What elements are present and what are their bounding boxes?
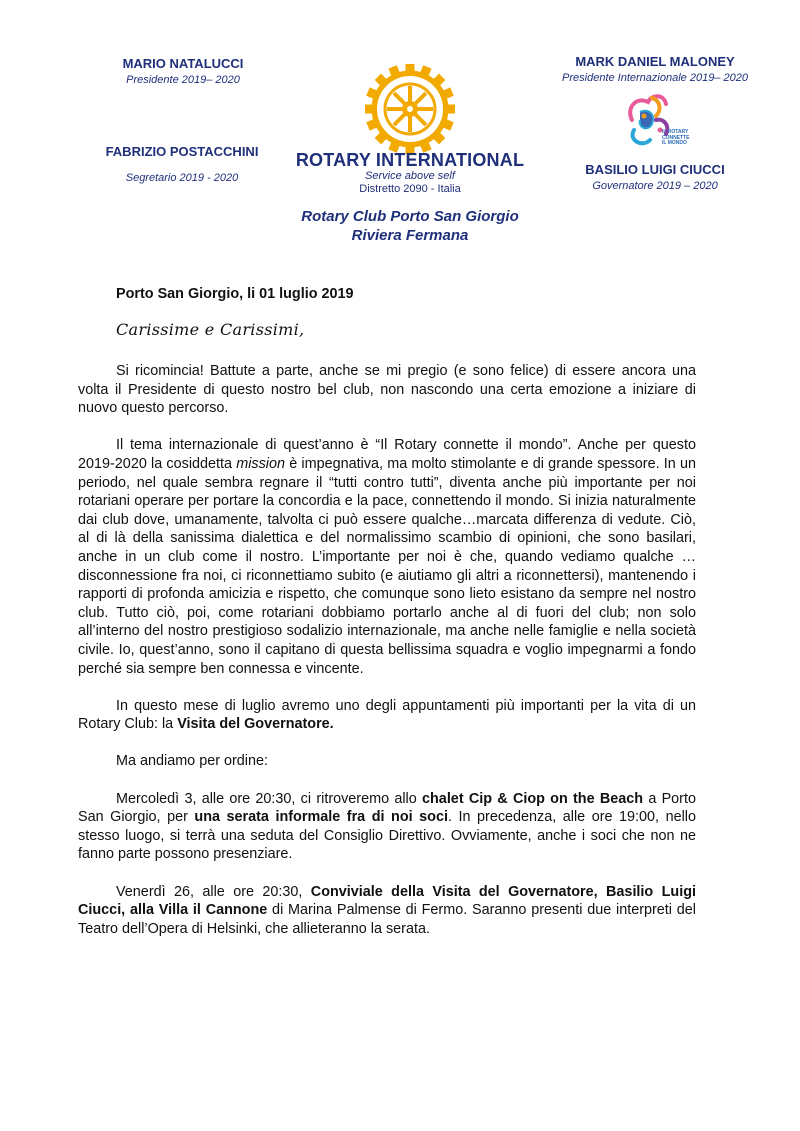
theme-logo-line1: IL ROTARY <box>662 129 689 135</box>
president-block <box>98 56 268 86</box>
event-highlight: una serata informale fra di noi soci <box>194 809 448 826</box>
paragraph-5 <box>78 790 696 864</box>
rotary-wheel-icon <box>365 64 455 154</box>
governor-block <box>565 162 745 192</box>
paragraph-6 <box>78 883 696 939</box>
paragraph-4: Ma andiamo per ordine: <box>116 753 268 770</box>
paragraph-5-text-a: Mercoledì 3, alle ore 20:30, ci ritroveremo allo <box>116 790 423 807</box>
place-date: Porto San Giorgio, li 01 luglio 2019 <box>116 286 354 302</box>
club-name-line2: Riviera Fermana <box>351 227 469 244</box>
president-role: Presidente 2019– 2020 <box>126 74 240 86</box>
paragraph-2-text-a: Il tema internazionale di quest’anno è “Il Rotary connette il mondo”. Anche per questo 2019-2020 la cosiddetta <box>78 437 696 472</box>
club-name-line1: Rotary Club Porto San Giorgio <box>301 208 519 225</box>
paragraph-2 <box>78 436 696 678</box>
salutation: Carissime e Carissimi, <box>116 320 305 339</box>
paragraph-2-text-b: è impegnativa, ma molto stimolante e di grande spessore. In un periodo, nel quale sembra regnare il “tutti contro tutti”, diventa anche più importante per noi rotariani operare per portare la concordia e la pace, connettendo il mondo. Si inizia naturalmente dai club dove, umanamente, talvolta ci può essere qualche…marcata differenza di vedute. Ciò, al di là della sanissima dialettica e del normalissimo scambio di opinioni, che sono basilari, anche in un club come il nostro. L’importante per noi è che, quando vediamo qualche …disconnessione fra noi, ci riconnettiamo subito (e aiutiamo gli altri a riconnettersi), mantenendo i rapporti di profonda amicizia e rispetto, che comunque sono lieto esistano da sempre nel nostro club. Tutto ciò, poi, come rotariani dobbiamo portarlo anche al di fuori del club; non solo all’interno del nostro prestigioso sodalizio internazionale, ma anche nelle famiglie e nella società civile. Io, quest’anno, sono il capitano di questa bellissima squadra e voglio impegnarmi a fondo perché sia sempre ben connessa e vincente. <box>78 455 696 677</box>
paragraph-3 <box>78 697 696 734</box>
theme-logo-line2: CONNETTE <box>662 134 690 141</box>
rotary-wheel-logo <box>365 64 455 154</box>
conviviale-highlight: Conviviale della Visita del Governatore, Basilio Luigi Ciucci, alla Villa il Cannone <box>78 883 696 919</box>
paragraph-1: Si ricomincia! Battute a parte, anche se mi pregio (e sono felice) di essere ancora una volta il Presidente di questo nostro bel club, non nascondo una certa emozione a iniziare di nuovo questo percorso. <box>78 363 696 417</box>
international-president-role: Presidente Internazionale 2019– 2020 <box>562 72 748 84</box>
international-president-block <box>550 54 760 84</box>
letter-body <box>78 362 696 938</box>
paragraph-3-text: In questo mese di luglio avremo uno degli appuntamenti più importanti per la vita di un Rotary Club: la <box>78 697 696 733</box>
venue-highlight: chalet Cip & Ciop on the Beach <box>422 790 644 807</box>
secretary-block <box>86 144 278 184</box>
mission-word: mission <box>236 455 286 472</box>
governor-name: BASILIO LUIGI CIUCCI <box>585 162 725 177</box>
international-president-name: MARK DANIEL MALONEY <box>575 54 735 69</box>
org-motto: Service above self <box>365 170 455 182</box>
org-title: ROTARY INTERNATIONAL <box>295 150 525 170</box>
secretary-name: FABRIZIO POSTACCHINI <box>105 144 259 159</box>
paragraph-5-text-b: a Porto San Giorgio, per <box>78 790 696 826</box>
theme-logo <box>622 90 692 152</box>
governor-role: Governatore 2019 – 2020 <box>592 180 718 192</box>
district-label: Distretto 2090 - Italia <box>359 183 461 195</box>
paragraph-5-text-c: . In precedenza, alle ore 19:00, nello stesso luogo, si terrà una seduta del Consiglio Direttivo. Ovviamente, anche i soci che non ne fanno parte possono presenziare. <box>78 809 696 863</box>
president-name: MARIO NATALUCCI <box>122 56 244 71</box>
theme-logo-line3: IL MONDO <box>662 140 687 146</box>
secretary-role: Segretario 2019 - 2020 <box>125 172 239 184</box>
paragraph-6-text-b: di Marina Palmense di Fermo. Saranno presenti due interpreti del Teatro dell’Opera di Helsinki, che allieteranno la serata. <box>78 902 696 937</box>
theme-logo-text <box>662 130 702 147</box>
governor-visit-highlight: Visita del Governatore. <box>177 716 334 733</box>
paragraph-6-text-a: Venerdì 26, alle ore 20:30, <box>116 883 311 900</box>
